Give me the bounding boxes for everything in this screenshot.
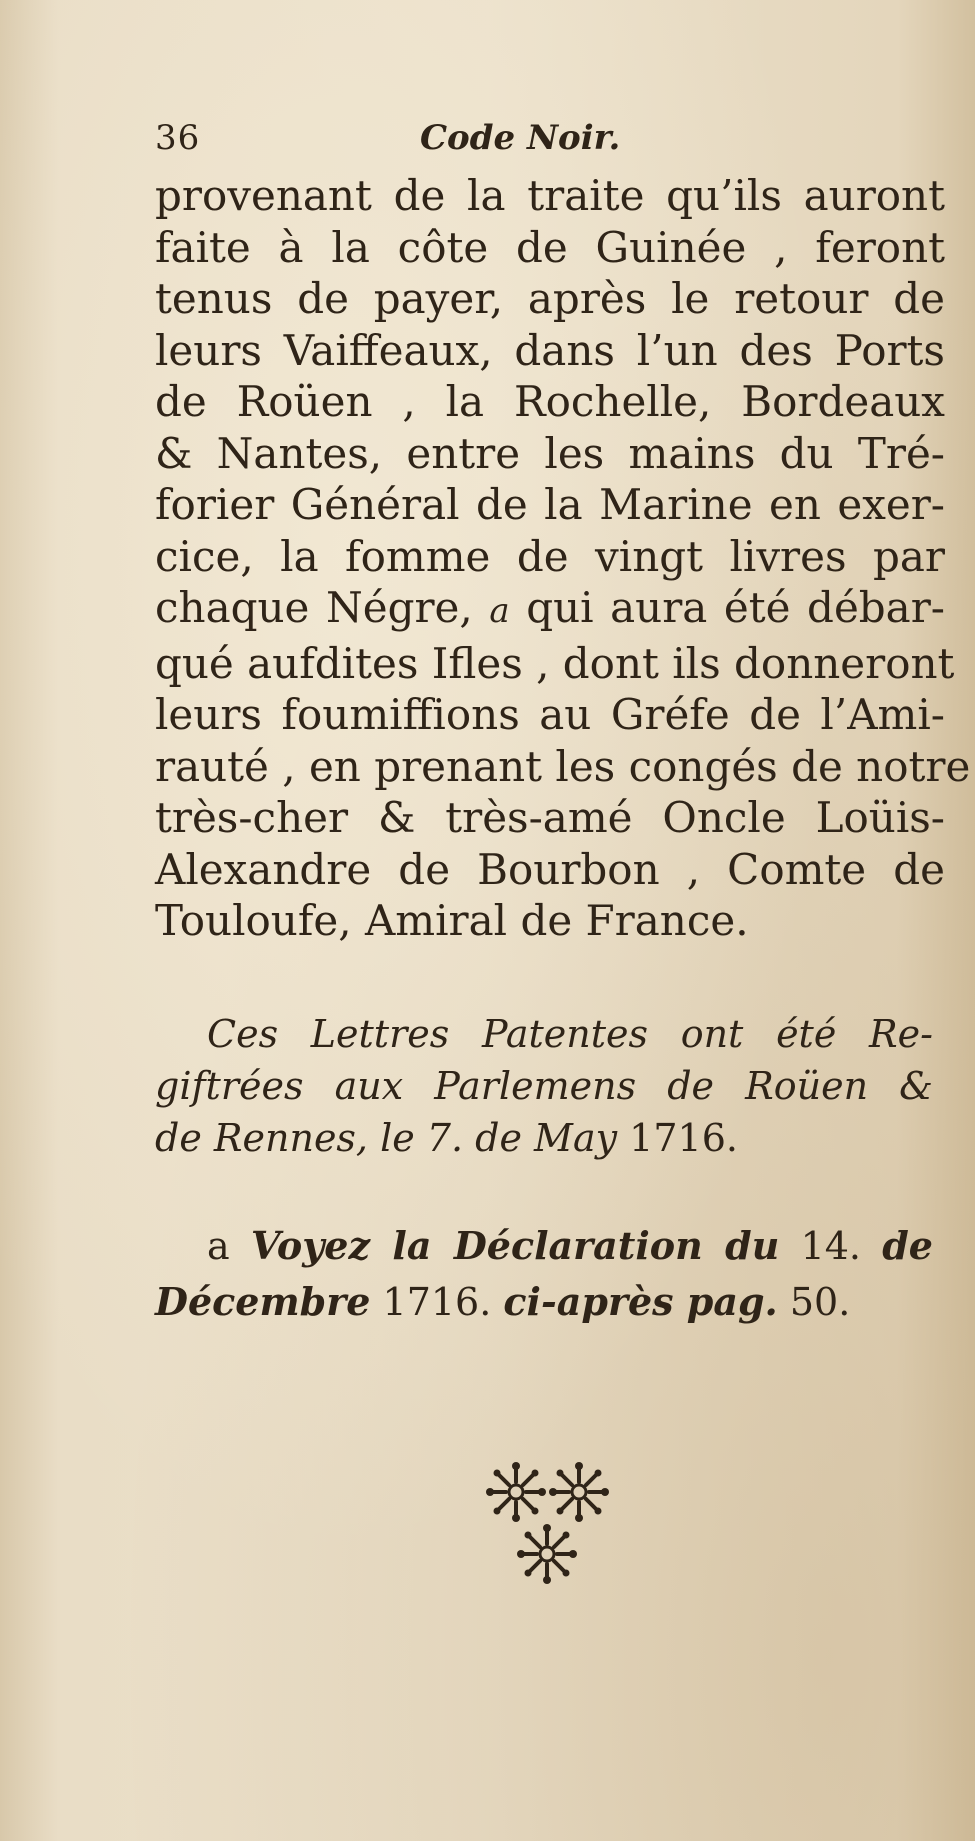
footnote-marker: a [207, 1224, 230, 1268]
text-line: leurs Vaiffeaux, dans l’un des Ports [155, 325, 945, 375]
notice-line: Ces Lettres Patentes ont été Re- [207, 1012, 933, 1056]
registration-notice [155, 1008, 933, 1164]
footnote-year: 1716. [382, 1280, 492, 1324]
page-header [155, 118, 855, 168]
page-number: 36 [155, 118, 201, 158]
registration-year: 1716. [629, 1116, 738, 1160]
footnote [155, 1218, 933, 1330]
notice-fragment: de Rennes, le 7. de May [155, 1116, 618, 1160]
running-title: Code Noir. [420, 118, 621, 158]
text-line: & Nantes, entre les mains du Tré- [155, 428, 945, 478]
footnote-number: 14. [800, 1224, 861, 1268]
text-line: forier Général de la Marine en exer- [155, 480, 945, 529]
text-line: provenant de la traite qu’ils auront [155, 171, 945, 220]
footnote-line-last [155, 1274, 933, 1330]
text-line: qué aufdites Ifles , dont ils donneront [155, 638, 955, 688]
footnote-reference: a [489, 591, 510, 631]
footnote-italic: Voyez la Déclaration du [250, 1223, 780, 1268]
text-line-with-note [155, 582, 945, 638]
fleuron-ornament-icon [480, 1458, 615, 1588]
text-line: leurs foumiffions au Gréfe de l’Ami- [155, 690, 945, 739]
text-line: cice, la fomme de vingt livres par [155, 531, 945, 581]
text-line: très-cher & très-amé Oncle Loüis- [155, 793, 945, 842]
body-text [155, 170, 971, 947]
text-line-last: Touloufe, Amiral de France. [155, 896, 749, 945]
text-fragment: qui aura été débar- [526, 583, 945, 632]
text-line: Alexandre de Bourbon , Comte de [155, 844, 945, 894]
text-line: tenus de payer, après le retour de [155, 274, 945, 323]
footnote-line [155, 1218, 933, 1274]
text-line: rauté , en prenant les congés de notre [155, 741, 971, 791]
footnote-italic: ci-après pag. [503, 1279, 778, 1324]
footnote-italic: Décembre [155, 1279, 371, 1324]
text-fragment: chaque Négre, [155, 583, 473, 632]
text-line: de Roüen , la Rochelle, Bordeaux [155, 377, 945, 426]
text-line: faite à la côte de Guinée , feront [155, 222, 945, 272]
notice-line: giftrées aux Parlemens de Roüen & [155, 1064, 933, 1108]
footnote-italic: de [882, 1223, 933, 1268]
notice-line-last [155, 1112, 933, 1164]
footnote-page: 50. [789, 1280, 851, 1324]
